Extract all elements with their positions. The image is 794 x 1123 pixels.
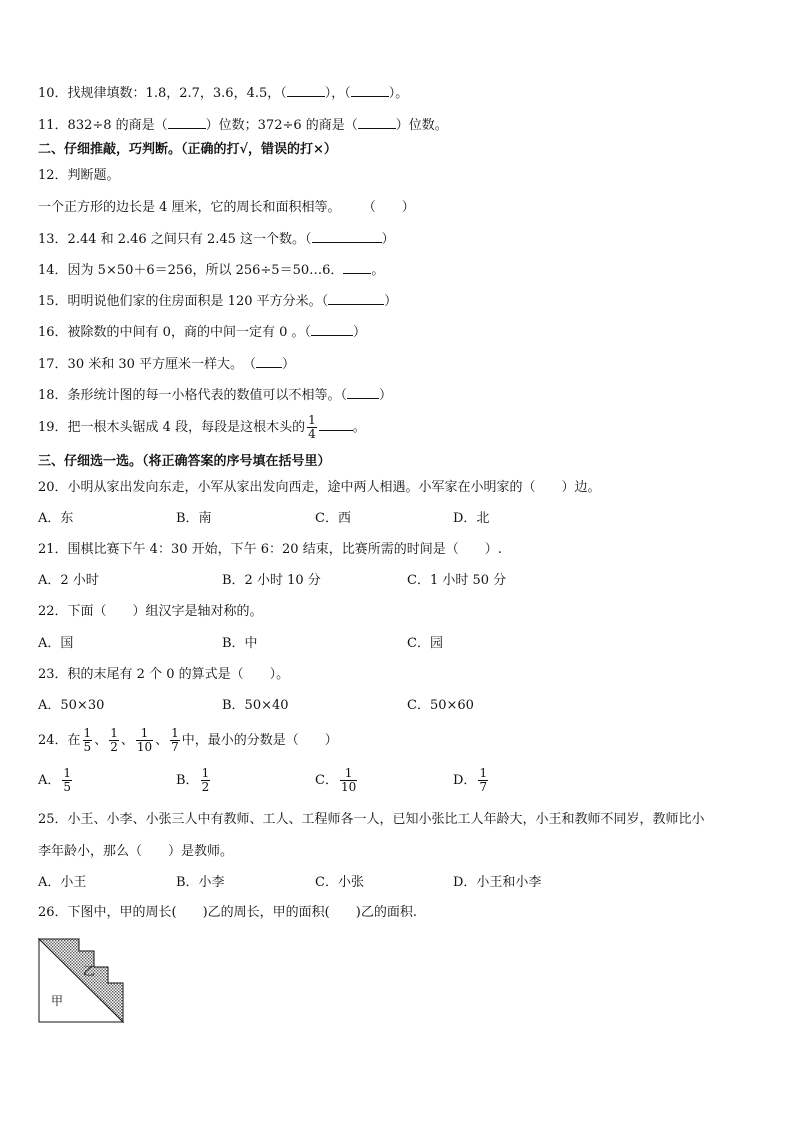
answer-blank[interactable] (319, 418, 353, 431)
option-c[interactable]: C．西 (315, 511, 351, 526)
question-11: 11．832÷8 的商是（ ）位数；372÷6 的商是（ ）位数。 (38, 118, 448, 133)
question-16: 16．被除数的中间有 0，商的中间一定有 0 。（ ） (38, 325, 366, 340)
option-b[interactable]: B．2 小时 10 分 (222, 573, 321, 588)
option-b[interactable]: B．南 (176, 511, 212, 526)
option-b[interactable]: B．50×40 (222, 698, 289, 713)
question-23: 23．积的末尾有 2 个 0 的算式是（ ）。 (38, 667, 290, 682)
fraction: $\frac{1}{5}$ (83, 726, 92, 754)
question-18: 18．条形统计图的每一小格代表的数值可以不相等。（ ） (38, 388, 393, 403)
figure-label-jia: 甲 (51, 994, 64, 1008)
question-21: 21．围棋比赛下午 4：30 开始，下午 6：20 结束，比赛所需的时间是（ ）. (38, 542, 502, 557)
question-15: 15．明明说他们家的住房面积是 120 平方分米。（ ） (38, 294, 398, 309)
fraction: $\frac{1}{10}$ (136, 726, 153, 754)
option-c[interactable]: C．园 (407, 636, 443, 651)
option-a[interactable]: A．2 小时 (38, 573, 99, 588)
option-c[interactable]: C．50×60 (407, 698, 474, 713)
fraction: $\frac{1}{2}$ (110, 726, 118, 754)
section-heading-3: 三、仔细选一选。（将正确答案的序号填在括号里） (38, 454, 331, 469)
fraction: $\frac{1}{7}$ (171, 726, 179, 754)
answer-blank[interactable] (168, 116, 206, 129)
option-d[interactable]: D．北 (453, 511, 490, 526)
answer-blank[interactable] (312, 230, 382, 243)
answer-blank[interactable] (343, 261, 371, 274)
option-a[interactable]: A． $\frac{1}{5}$ (38, 766, 72, 794)
section-heading-2: 二、仔细推敲，巧判断。（正确的打√，错误的打×） (38, 142, 337, 157)
question-24: 24．在 $\frac{1}{5}$ 、 $\frac{1}{2}$ 、 $\frac{1}{10}$ 、 $\frac{1}{7}$ 中，最小的分数是（ ） (38, 726, 338, 754)
answer-blank[interactable] (311, 323, 353, 336)
option-b[interactable]: B．小李 (176, 875, 225, 890)
fraction: $\frac{1}{4}$ (308, 413, 316, 441)
question-25-line1: 25．小王、小李、小张三人中有教师、工人、工程师各一人，已知小张比工人年龄大，小王和教师不同岁，教师比小 (38, 812, 705, 827)
question-12-body: 一个正方形的边长是 4 厘米，它的周长和面积相等。 （ ） (38, 200, 415, 215)
perimeter-area-figure (37, 937, 127, 1025)
option-a[interactable]: A．国 (38, 636, 74, 651)
question-10: 10．找规律填数：1.8，2.7，3.6，4.5，（ ），（ ）。 (38, 86, 409, 101)
option-d[interactable]: D． $\frac{1}{7}$ (453, 766, 488, 794)
answer-blank[interactable] (256, 355, 282, 368)
question-17: 17．30 米和 30 平方厘米一样大。 （ ） (38, 357, 296, 372)
question-22: 22．下面（ ）组汉字是轴对称的。 (38, 604, 263, 619)
question-19: 19．把一根木头锯成 4 段，每段是这根木头的 $\frac{1}{4}$ 。 (38, 413, 366, 441)
answer-blank[interactable] (328, 292, 384, 305)
option-b[interactable]: B． $\frac{1}{2}$ (176, 766, 210, 794)
option-b[interactable]: B．中 (222, 636, 258, 651)
answer-paren[interactable]: （ ） (362, 200, 415, 215)
option-a[interactable]: A．东 (38, 511, 74, 526)
option-d[interactable]: D．小王和小李 (453, 875, 542, 890)
question-12-title: 12．判断题。 (38, 168, 120, 183)
option-c[interactable]: C． $\frac{1}{10}$ (315, 766, 357, 794)
option-c[interactable]: C．1 小时 50 分 (407, 573, 507, 588)
answer-blank[interactable] (287, 84, 325, 97)
option-a[interactable]: A．50×30 (38, 698, 105, 713)
option-c[interactable]: C．小张 (315, 875, 364, 890)
answer-blank[interactable] (351, 84, 389, 97)
answer-blank[interactable] (347, 386, 379, 399)
figure-label-yi: 乙 (83, 964, 96, 978)
question-25-line2: 李年龄小，那么（ ）是教师。 (38, 844, 234, 859)
answer-blank[interactable] (358, 116, 396, 129)
question-13: 13．2.44 和 2.46 之间只有 2.45 这一个数。（ ） (38, 232, 395, 247)
question-14: 14．因为 5×50＋6＝256，所以 256÷5＝50…6． 。 (38, 263, 385, 278)
question-26: 26．下图中，甲的周长( )乙的周长，甲的面积( )乙的面积. (38, 905, 417, 920)
option-a[interactable]: A．小王 (38, 875, 87, 890)
question-20: 20．小明从家出发向东走，小军从家出发向西走，途中两人相遇。小军家在小明家的（ ）边。 (38, 480, 601, 495)
